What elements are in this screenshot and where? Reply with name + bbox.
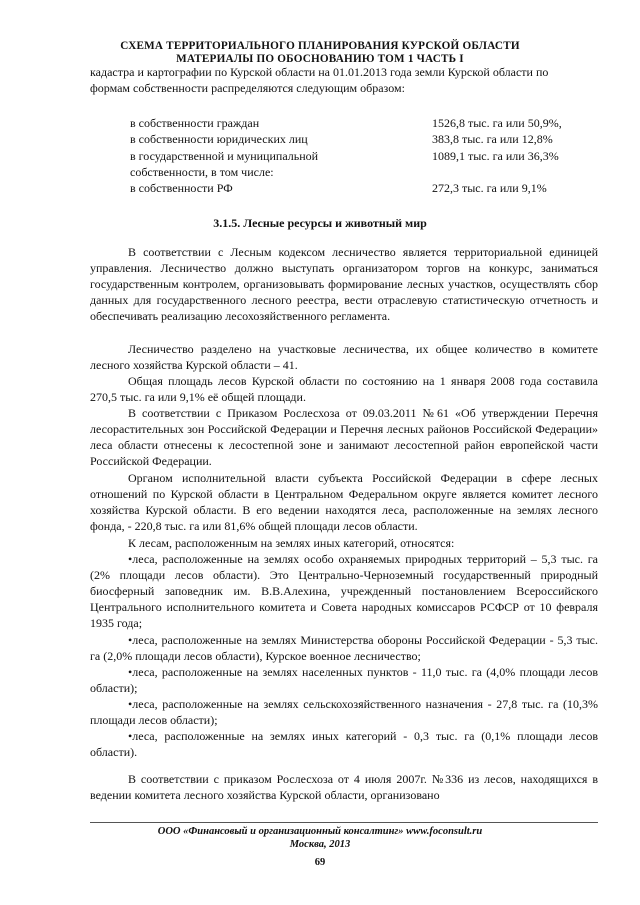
bullet-item [90, 551, 598, 631]
paragraph: В соответствии с Лесным кодексом лесничество является территориальной единицей управления. Лесничество должно выступать организатором торгов на конкурс, заниматься государственным контролем, организовывать формирование лесных участков, осуществлять сбор данных для государственного лесного реестра, вести отраслевую статистическую отчетность и обеспечивать реализацию лесохозяйственного регламента. [90, 245, 598, 324]
footer-company: ООО «Финансовый и организационный консалтинг» www.foconsult.ru [157, 826, 483, 837]
bullet-item [90, 728, 598, 760]
ownership-label: в собственности граждан [130, 116, 260, 130]
ownership-row [130, 131, 600, 147]
ownership-value: 1526,8 тыс. га или 50,9%, [432, 116, 562, 130]
paragraph: Лесничество разделено на участковые лесничества, их общее количество в комитете лесного хозяйства Курской области – 41. [90, 342, 598, 373]
page-number: 69 [314, 857, 326, 868]
ownership-label: собственности, в том числе: [130, 164, 274, 179]
bullet-item [90, 632, 598, 664]
ownership-label: в собственности РФ [130, 181, 233, 196]
bullet-icon: • [128, 665, 133, 679]
bullet-icon: • [128, 729, 133, 743]
paragraph: В соответствии с приказом Рослесхоза от 4 июля 2007г. №336 из лесов, находящихся в ведении комитета лесного хозяйства Курской области, организовано [90, 772, 598, 803]
intro-line-2: формам собственности распределяются следующим образом: [90, 81, 405, 95]
section-title: 3.1.5. Лесные ресурсы и животный мир [213, 216, 427, 230]
paragraph: К лесам, расположенным на землях иных категорий, относятся: [128, 536, 455, 550]
ownership-row [130, 148, 600, 164]
ownership-row [130, 164, 600, 180]
paragraph: Общая площадь лесов Курской области по состоянию на 1 января 2008 года составила 270,5 тыс. га или 9,1% её общей площади. [90, 374, 598, 405]
bullet-text: леса, расположенные на землях населенных пунктов - 11,0 тыс. га (4,0% площади лесов области); [90, 665, 598, 696]
ownership-table [130, 115, 600, 196]
footer-divider [90, 822, 598, 823]
ownership-row [130, 180, 600, 196]
header-title: СХЕМА ТЕРРИТОРИАЛЬНОГО ПЛАНИРОВАНИЯ КУРСКОЙ ОБЛАСТИ [120, 40, 520, 52]
ownership-row [130, 115, 600, 131]
ownership-label: в государственной и муниципальной [130, 148, 319, 163]
ownership-value: 272,3 тыс. га или 9,1% [432, 181, 547, 196]
bullet-icon: • [128, 552, 133, 566]
paragraph: Органом исполнительной власти субъекта Российской Федерации в сфере лесных отношений по Курской области в Центральном Федеральном округе является комитет лесного хозяйства Курской области. В его ведении находятся леса, расположенные на землях лесного фонда, - 220,8 тыс. га или 81,6% общей площади лесов области. [90, 471, 598, 534]
footer-city-year: Москва, 2013 [289, 839, 351, 850]
bullet-item [90, 664, 598, 696]
bullet-icon: • [128, 633, 133, 647]
bullet-text: леса, расположенные на землях иных категорий - 0,3 тыс. га (0,1% площади лесов области). [90, 729, 598, 760]
paragraph: В соответствии с Приказом Рослесхоза от 09.03.2011 №61 «Об утверждении Перечня лесорастительных зон Российской Федерации и Перечня лесных районов Российской Федерации» леса области отнесены к лесостепной зоне и занимают лесостепной район европейской части Российской Федерации. [90, 406, 598, 469]
bullet-text: леса, расположенные на землях Министерства обороны Российской Федерации - 5,3 тыс. га (2,0% площади лесов области), Курское военное лесничество; [90, 633, 598, 664]
intro-line-1: кадастра и картографии по Курской области на 01.01.2013 года земли Курской области по [90, 65, 549, 79]
ownership-value [432, 164, 600, 180]
bullet-icon: • [128, 697, 133, 711]
ownership-value: 1089,1 тыс. га или 36,3% [432, 148, 559, 163]
header-subtitle: МАТЕРИАЛЫ ПО ОБОСНОВАНИЮ ТОМ 1 ЧАСТЬ I [176, 53, 464, 65]
bullet-item [90, 696, 598, 728]
bullet-text: леса, расположенные на землях сельскохозяйственного назначения - 27,8 тыс. га (10,3% площади лесов области); [90, 697, 598, 728]
ownership-label: в собственности юридических лиц [130, 132, 308, 147]
bullet-text: леса, расположенные на землях особо охраняемых природных территорий – 5,3 тыс. га (2% площади лесов области). Это Центрально-Черноземный государственный природный биосферный заповедник им. В.В.Алехина, учрежденный постановлением Всероссийского Центрального исполнительного комитета и Совета народных комиссаров РСФСР от 10 февраля 1935 года; [90, 552, 598, 631]
ownership-value: 383,8 тыс. га или 12,8% [432, 132, 553, 147]
